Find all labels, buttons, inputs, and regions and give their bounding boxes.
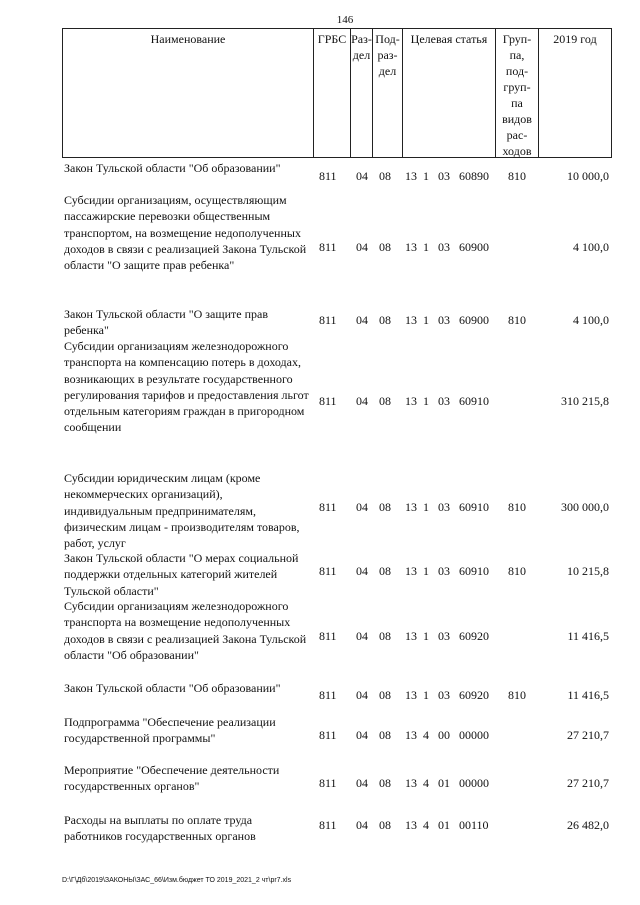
- podrazdel-cell: 08: [379, 629, 391, 643]
- target-program-cell: 13: [405, 776, 417, 790]
- row-name: Субсидии организациям железнодорожного транспорта на возмещение недополученных доходов в связи с реализацией Закона Тульской области "Об образовании": [64, 599, 307, 662]
- target-program-cell: 13: [405, 394, 417, 408]
- podrazdel-cell: 08: [379, 240, 391, 254]
- podrazdel-cell: 08: [379, 564, 391, 578]
- razdel-cell: 04: [356, 564, 368, 578]
- grbs-cell: 811: [319, 776, 337, 790]
- row-name: Мероприятие "Обеспечение деятельности государственных органов": [64, 763, 280, 794]
- header-name: Наименование: [150, 32, 226, 46]
- amount-2019-cell: 10 215,8: [567, 564, 609, 578]
- amount-2019-cell: 27 210,7: [567, 728, 609, 742]
- razdel-cell: 04: [356, 728, 368, 742]
- amount-2019-cell: 4 100,0: [573, 313, 609, 327]
- target-program-cell: 13: [405, 564, 417, 578]
- podrazdel-cell: 08: [379, 818, 391, 832]
- target-event-cell: 03: [438, 169, 450, 183]
- row-name: Закон Тульской области "О защите прав ребенка": [64, 307, 269, 338]
- row-name: Подпрограмма "Обеспечение реализации государственной программы": [64, 715, 276, 746]
- target-event-cell: 03: [438, 240, 450, 254]
- target-event-cell: 01: [438, 818, 450, 832]
- row-name: Закон Тульской области "Об образовании": [64, 681, 281, 695]
- expense-group-cell: 810: [508, 564, 526, 578]
- razdel-cell: 04: [356, 169, 368, 183]
- target-subprogram-cell: 1: [423, 500, 429, 514]
- grbs-cell: 811: [319, 818, 337, 832]
- target-program-cell: 13: [405, 313, 417, 327]
- razdel-cell: 04: [356, 776, 368, 790]
- target-direction-cell: 60900: [459, 240, 489, 254]
- grbs-cell: 811: [319, 169, 337, 183]
- row-name: Субсидии юридическим лицам (кроме некоммерческих организаций), индивидуальным предпринимателям, физическим лицам - производителям товаров, работ, услуг: [64, 471, 300, 551]
- target-event-cell: 03: [438, 500, 450, 514]
- header-razdel: Раз- дел: [350, 29, 372, 157]
- grbs-cell: 811: [319, 728, 337, 742]
- grbs-cell: 811: [319, 313, 337, 327]
- target-direction-cell: 60920: [459, 629, 489, 643]
- target-subprogram-cell: 1: [423, 313, 429, 327]
- amount-2019-cell: 11 416,5: [567, 688, 609, 702]
- target-subprogram-cell: 4: [423, 776, 429, 790]
- target-subprogram-cell: 4: [423, 818, 429, 832]
- target-program-cell: 13: [405, 818, 417, 832]
- target-subprogram-cell: 1: [423, 564, 429, 578]
- grbs-cell: 811: [319, 240, 337, 254]
- header-target: Целевая статья: [402, 29, 495, 157]
- target-subprogram-cell: 1: [423, 169, 429, 183]
- target-event-cell: 03: [438, 564, 450, 578]
- page-number: 146: [336, 14, 354, 26]
- target-program-cell: 13: [405, 500, 417, 514]
- razdel-cell: 04: [356, 688, 368, 702]
- target-program-cell: 13: [405, 728, 417, 742]
- header-grbs: ГРБС: [313, 29, 350, 157]
- amount-2019-cell: 27 210,7: [567, 776, 609, 790]
- podrazdel-cell: 08: [379, 776, 391, 790]
- header-podrazdel: Под- раз- дел: [372, 29, 402, 157]
- target-subprogram-cell: 1: [423, 394, 429, 408]
- podrazdel-cell: 08: [379, 313, 391, 327]
- grbs-cell: 811: [319, 629, 337, 643]
- target-direction-cell: 00000: [459, 728, 489, 742]
- target-direction-cell: 60910: [459, 564, 489, 578]
- target-direction-cell: 00110: [459, 818, 489, 832]
- amount-2019-cell: 4 100,0: [573, 240, 609, 254]
- table-header: [62, 28, 612, 158]
- expense-group-cell: 810: [508, 313, 526, 327]
- podrazdel-cell: 08: [379, 500, 391, 514]
- target-direction-cell: 60920: [459, 688, 489, 702]
- target-direction-cell: 60890: [459, 169, 489, 183]
- target-direction-cell: 00000: [459, 776, 489, 790]
- target-event-cell: 03: [438, 688, 450, 702]
- amount-2019-cell: 300 000,0: [561, 500, 609, 514]
- razdel-cell: 04: [356, 500, 368, 514]
- row-name: Субсидии организациям, осуществляющим пассажирские перевозки общественным транспортом, на возмещение недополученных доходов в связи с реализацией Закона Тульской области "О защите прав ребенка": [64, 193, 307, 273]
- razdel-cell: 04: [356, 240, 368, 254]
- grbs-cell: 811: [319, 394, 337, 408]
- podrazdel-cell: 08: [379, 169, 391, 183]
- razdel-cell: 04: [356, 313, 368, 327]
- row-name: Расходы на выплаты по оплате труда работников государственных органов: [64, 813, 256, 844]
- amount-2019-cell: 10 000,0: [567, 169, 609, 183]
- target-direction-cell: 60900: [459, 313, 489, 327]
- target-subprogram-cell: 1: [423, 688, 429, 702]
- target-direction-cell: 60910: [459, 500, 489, 514]
- target-event-cell: 01: [438, 776, 450, 790]
- amount-2019-cell: 310 215,8: [561, 394, 609, 408]
- podrazdel-cell: 08: [379, 688, 391, 702]
- target-event-cell: 03: [438, 629, 450, 643]
- target-subprogram-cell: 1: [423, 240, 429, 254]
- grbs-cell: 811: [319, 564, 337, 578]
- target-program-cell: 13: [405, 169, 417, 183]
- row-name: Субсидии организациям железнодорожного транспорта на компенсацию потерь в доходах, возникающих в результате государственного регулирования тарифов и предоставления льгот отдельным категориям граждан в пригородном сообщении: [64, 339, 309, 435]
- grbs-cell: 811: [319, 688, 337, 702]
- amount-2019-cell: 26 482,0: [567, 818, 609, 832]
- razdel-cell: 04: [356, 629, 368, 643]
- file-path-footer: D:\Г\Дб\2019\ЗАКОНЫ\ЗАС_66\Изм.бюджет ТО 2019_2021_2 чт\pr7.xls: [62, 877, 292, 884]
- expense-group-cell: 810: [508, 688, 526, 702]
- expense-group-cell: 810: [508, 500, 526, 514]
- grbs-cell: 811: [319, 500, 337, 514]
- row-name: Закон Тульской области "О мерах социальной поддержки отдельных категорий жителей Тульской области": [64, 551, 299, 598]
- target-program-cell: 13: [405, 688, 417, 702]
- expense-group-cell: 810: [508, 169, 526, 183]
- amount-2019-cell: 11 416,5: [567, 629, 609, 643]
- podrazdel-cell: 08: [379, 728, 391, 742]
- razdel-cell: 04: [356, 394, 368, 408]
- target-event-cell: 03: [438, 394, 450, 408]
- target-event-cell: 00: [438, 728, 450, 742]
- header-year: 2019 год: [538, 29, 611, 157]
- header-group: Груп- па, под- груп- па видов рас- ходов: [495, 29, 538, 157]
- target-event-cell: 03: [438, 313, 450, 327]
- target-subprogram-cell: 1: [423, 629, 429, 643]
- target-subprogram-cell: 4: [423, 728, 429, 742]
- row-name: Закон Тульской области "Об образовании": [64, 161, 281, 175]
- podrazdel-cell: 08: [379, 394, 391, 408]
- target-program-cell: 13: [405, 629, 417, 643]
- target-direction-cell: 60910: [459, 394, 489, 408]
- target-program-cell: 13: [405, 240, 417, 254]
- razdel-cell: 04: [356, 818, 368, 832]
